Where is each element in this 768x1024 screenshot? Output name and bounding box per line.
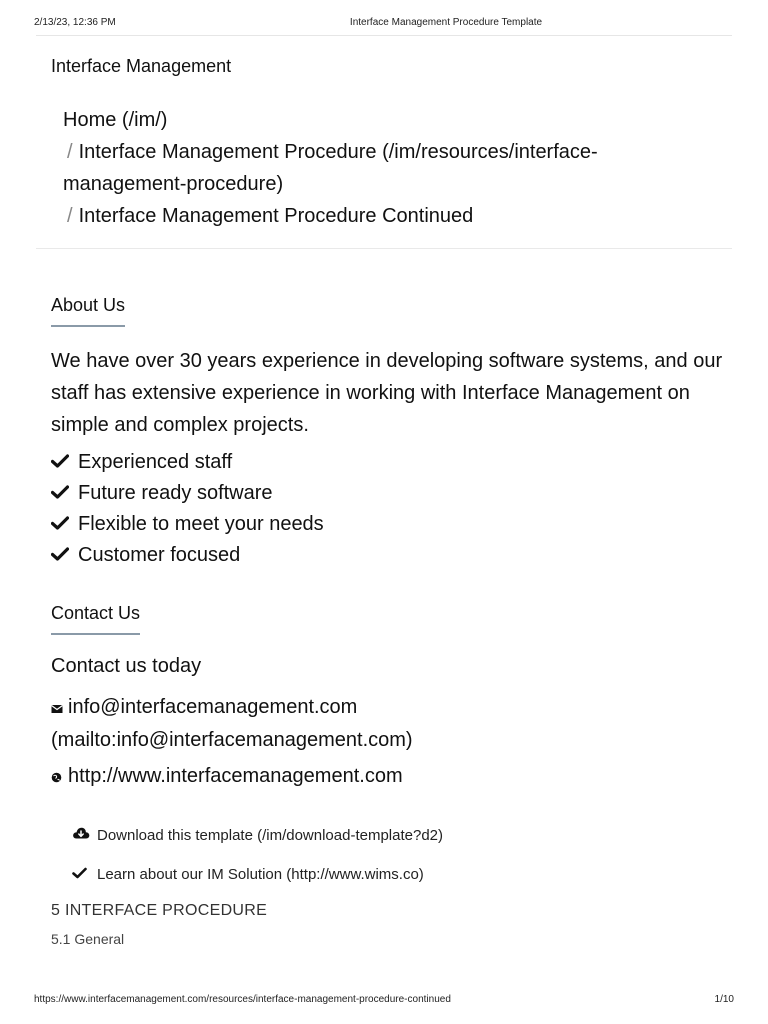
learn-solution-label[interactable]: Learn about our IM Solution (http://www.wims.co) bbox=[97, 866, 424, 883]
breadcrumb-divider bbox=[36, 248, 732, 249]
header-divider bbox=[36, 35, 732, 36]
download-template-label[interactable]: Download this template (/im/download-template?d2) bbox=[97, 826, 444, 844]
print-footer-url: https://www.interfacemanagement.com/resources/interface-management-procedure-continued bbox=[34, 994, 451, 1005]
about-section-heading bbox=[51, 295, 718, 327]
breadcrumb-current: Interface Management Procedure Continued bbox=[78, 205, 474, 227]
breadcrumb-separator: / bbox=[67, 205, 73, 227]
check-icon bbox=[51, 509, 71, 540]
website-text[interactable]: http://www.interfacemanagement.com bbox=[68, 765, 403, 787]
list-item bbox=[51, 540, 324, 571]
contact-heading-rule bbox=[51, 633, 718, 634]
about-heading-label: About Us bbox=[51, 295, 125, 327]
procedure-subheading: 5.1 General bbox=[51, 931, 125, 947]
page-number: 1/10 bbox=[714, 994, 734, 1005]
about-text: We have over 30 years experience in developing software systems, and our staff has extensive experience in working with Interface Management on simple and complex projects. bbox=[51, 350, 723, 436]
check-icon bbox=[51, 447, 71, 478]
email-text[interactable]: info@interfacemanagement.com (mailto:info@interfacemanagement.com) bbox=[51, 696, 413, 751]
check-icon bbox=[51, 540, 71, 571]
print-header bbox=[0, 17, 768, 31]
feature-label: Experienced staff bbox=[78, 451, 233, 473]
breadcrumb bbox=[63, 104, 703, 232]
print-document-title: Interface Management Procedure Template bbox=[349, 17, 543, 28]
breadcrumb-procedure-link[interactable]: Interface Management Procedure (/im/resources/interface-management-procedure) bbox=[63, 141, 598, 195]
procedure-heading: 5 INTERFACE PROCEDURE bbox=[51, 902, 268, 919]
contact-section-heading bbox=[51, 603, 718, 635]
email-link[interactable] bbox=[51, 691, 711, 756]
print-datetime: 2/13/23, 12:36 PM bbox=[34, 17, 116, 28]
list-item bbox=[51, 478, 324, 509]
breadcrumb-separator: / bbox=[67, 141, 73, 163]
check-icon bbox=[72, 866, 90, 883]
contact-heading-label: Contact Us bbox=[51, 603, 140, 635]
breadcrumb-home-link[interactable]: Home (/im/) bbox=[63, 109, 168, 131]
globe-icon bbox=[51, 761, 63, 793]
learn-solution-link[interactable] bbox=[72, 866, 424, 883]
contact-today-text: Contact us today bbox=[51, 655, 202, 677]
feature-label: Future ready software bbox=[78, 482, 273, 504]
list-item bbox=[51, 447, 324, 478]
feature-label: Customer focused bbox=[78, 544, 241, 566]
list-item bbox=[51, 509, 324, 540]
cloud-download-icon bbox=[72, 826, 90, 844]
website-link[interactable] bbox=[51, 760, 711, 793]
envelope-icon bbox=[51, 692, 63, 724]
site-name[interactable]: Interface Management bbox=[51, 56, 232, 76]
about-heading-rule bbox=[51, 325, 718, 326]
download-template-link[interactable] bbox=[72, 826, 443, 844]
check-icon bbox=[51, 478, 71, 509]
feature-list bbox=[51, 447, 324, 571]
feature-label: Flexible to meet your needs bbox=[78, 513, 324, 535]
